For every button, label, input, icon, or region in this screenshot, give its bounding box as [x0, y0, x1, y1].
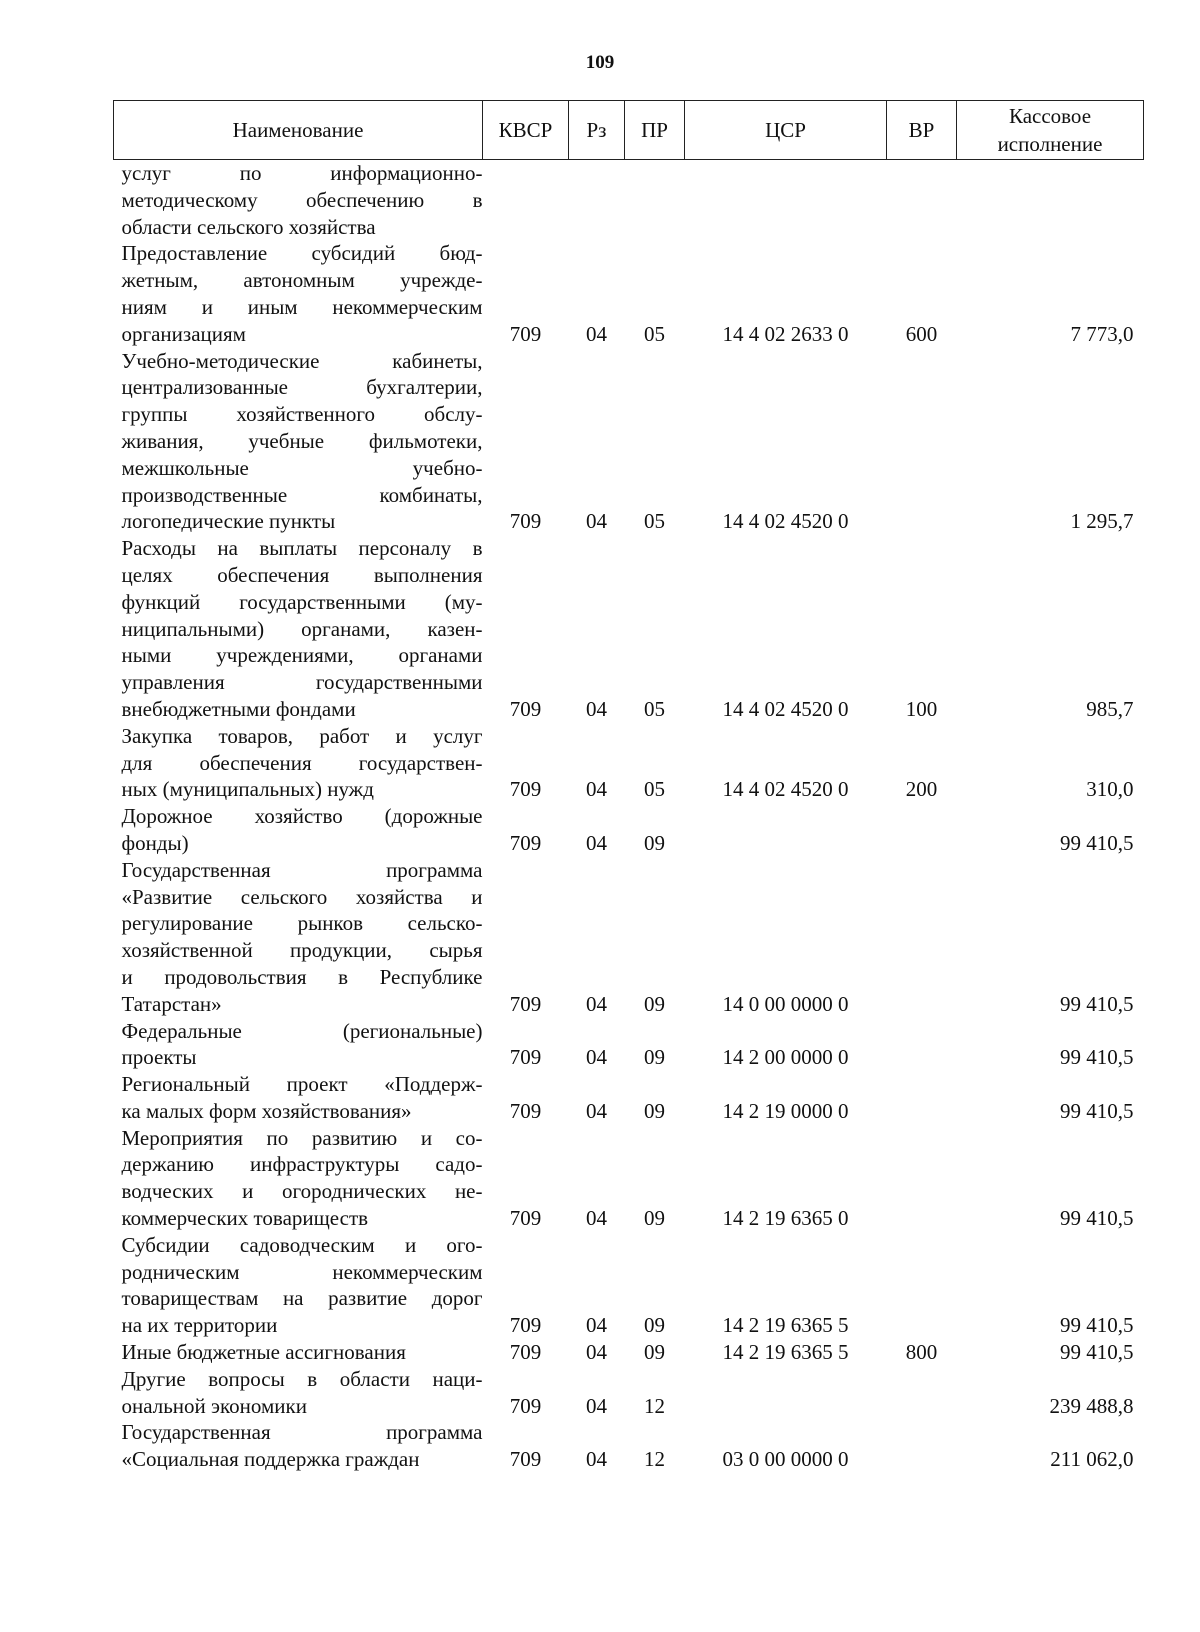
cell-name-line: производственные комбинаты, — [121, 482, 483, 507]
cell-rz: 04 — [586, 1098, 607, 1123]
cell-name — [114, 1339, 483, 1366]
cell-pr: 05 — [644, 509, 665, 534]
cell-sum: 985,7 — [1086, 696, 1134, 721]
cell-vr — [887, 1125, 957, 1232]
cell-rz: 04 — [586, 991, 607, 1016]
table-body — [114, 160, 1144, 1474]
cell-pr: 12 — [644, 1447, 665, 1472]
cell-name-line: целях обеспечения выполнения — [121, 562, 483, 587]
cell-name-line: «Развитие сельского хозяйства и — [121, 884, 483, 909]
cell-kvsr: 709 — [509, 830, 542, 855]
cell-name-line: на их территории — [121, 1313, 278, 1338]
cell-csr: 14 2 19 6365 5 — [722, 1340, 849, 1365]
cell-csr: 14 4 02 4520 0 — [722, 509, 849, 534]
cell-name-line: функций государственными (му- — [121, 589, 483, 614]
cell-rz: 04 — [586, 1206, 607, 1231]
cell-sum: 99 410,5 — [1060, 1098, 1134, 1123]
cell-name-line: ниям и иным некоммерческим — [121, 294, 483, 319]
cell-kvsr: 709 — [509, 509, 542, 534]
cell-csr: 03 0 00 0000 0 — [722, 1447, 849, 1472]
cell-vr — [887, 348, 957, 536]
cell-name-line: Предоставление субсидий бюд- — [121, 241, 483, 266]
cell-kvsr: 709 — [509, 321, 542, 346]
cell-name-line: регулирование рынков сельско- — [121, 911, 483, 936]
cell-pr: 09 — [644, 1313, 665, 1338]
cell-name-line: межшкольные учебно- — [121, 455, 483, 480]
cell-name-line: внебюджетными фондами — [121, 696, 356, 721]
cell-name-line: хозяйственной продукции, сырья — [121, 938, 483, 963]
cell-name — [114, 1125, 483, 1232]
cell-name-line: родническим некоммерческим — [121, 1259, 483, 1284]
cell-name — [114, 348, 483, 536]
table-row — [114, 803, 1144, 857]
page-number: 109 — [585, 52, 615, 73]
cell-vr — [887, 1018, 957, 1072]
cell-csr — [685, 803, 887, 857]
cell-rz: 04 — [586, 696, 607, 721]
cell-name-line: «Социальная поддержка граждан — [121, 1447, 420, 1472]
cell-name-line: логопедические пункты — [121, 509, 336, 534]
table-row — [114, 348, 1144, 536]
table-row — [114, 723, 1144, 803]
cell-name — [114, 240, 483, 347]
cell-rz: 04 — [586, 1340, 607, 1365]
cell-name — [114, 1419, 483, 1473]
cell-csr: 14 0 00 0000 0 — [722, 991, 849, 1016]
header-sum — [957, 101, 1144, 160]
cell-name-line: и продовольствия в Республике — [121, 964, 483, 989]
cell-vr — [887, 857, 957, 1018]
cell-name — [114, 1232, 483, 1339]
cell-sum: 239 488,8 — [1049, 1393, 1134, 1418]
cell-name-line: ниципальными) органами, казен- — [121, 616, 483, 641]
cell-sum: 310,0 — [1086, 777, 1134, 802]
header-rz: Рз — [569, 101, 625, 160]
table-row — [114, 160, 1144, 241]
cell-sum: 99 410,5 — [1060, 1340, 1134, 1365]
cell-name-line: товариществам на развитие дорог — [121, 1286, 483, 1311]
cell-csr: 14 4 02 2633 0 — [722, 321, 849, 346]
cell-vr — [887, 1366, 957, 1420]
cell-vr — [887, 1232, 957, 1339]
table-row — [114, 1232, 1144, 1339]
cell-rz: 04 — [586, 830, 607, 855]
cell-kvsr: 709 — [509, 1098, 542, 1123]
cell-name-line: жетным, автономным учрежде- — [121, 268, 483, 293]
cell-name-line: Государственная программа — [121, 1420, 483, 1445]
cell-vr: 600 — [905, 321, 938, 346]
cell-vr — [887, 160, 957, 241]
cell-rz: 04 — [586, 1447, 607, 1472]
cell-name-line: Мероприятия по развитию и со- — [121, 1125, 483, 1150]
cell-vr — [887, 1071, 957, 1125]
cell-name-line: Другие вопросы в области нaци- — [121, 1366, 483, 1391]
header-sum-line1: Кассовое — [1008, 104, 1092, 128]
cell-kvsr — [483, 160, 569, 241]
table-header — [114, 101, 1144, 160]
cell-name-line: ональной экономики — [121, 1393, 307, 1418]
cell-name-line: управления государственными — [121, 670, 483, 695]
cell-name — [114, 1366, 483, 1420]
cell-name-line: Федеральные (региональные) — [121, 1018, 483, 1043]
cell-vr — [887, 1419, 957, 1473]
cell-vr: 200 — [905, 777, 938, 802]
table-row — [114, 1018, 1144, 1072]
cell-rz: 04 — [586, 321, 607, 346]
cell-name-line: ными учреждениями, органами — [121, 643, 483, 668]
table-row — [114, 1419, 1144, 1473]
table-row — [114, 857, 1144, 1018]
cell-vr — [887, 803, 957, 857]
cell-name-line: ка малых форм хозяйствования» — [121, 1098, 412, 1123]
cell-pr: 09 — [644, 1340, 665, 1365]
cell-name-line: фонды) — [121, 830, 189, 855]
cell-sum: 99 410,5 — [1060, 991, 1134, 1016]
cell-name-line: коммерческих товариществ — [121, 1206, 369, 1231]
cell-vr: 100 — [905, 696, 938, 721]
cell-name-line: Расходы на выплаты персоналу в — [121, 536, 483, 561]
cell-csr: 14 2 00 0000 0 — [722, 1045, 849, 1070]
cell-name-line: Региональный проект «Поддерж- — [121, 1072, 483, 1097]
cell-pr: 09 — [644, 1045, 665, 1070]
cell-name-line: Учебно-методические кабинеты, — [121, 348, 483, 373]
header-vr: ВР — [887, 101, 957, 160]
cell-kvsr: 709 — [509, 1313, 542, 1338]
cell-csr: 14 2 19 0000 0 — [722, 1098, 849, 1123]
header-kvsr: КВСР — [483, 101, 569, 160]
cell-rz: 04 — [586, 777, 607, 802]
cell-name-line: для обеспечения государствен- — [121, 750, 483, 775]
cell-name — [114, 160, 483, 241]
table-row — [114, 240, 1144, 347]
table-row — [114, 1339, 1144, 1366]
cell-name-line: проекты — [121, 1045, 197, 1070]
table-row — [114, 1366, 1144, 1420]
cell-name-line: группы хозяйственного обслу- — [121, 402, 483, 427]
cell-name-line: Иные бюджетные ассигнования — [121, 1340, 406, 1365]
table-row — [114, 535, 1144, 723]
cell-name-line: организациям — [121, 321, 246, 346]
budget-execution-table — [113, 100, 1144, 1473]
cell-sum — [957, 160, 1144, 241]
cell-pr: 05 — [644, 696, 665, 721]
cell-name-line: Государственная программа — [121, 857, 483, 882]
cell-name-line: Татарстан» — [121, 991, 222, 1016]
cell-kvsr: 709 — [509, 1045, 542, 1070]
header-name: Наименование — [114, 101, 483, 160]
cell-name — [114, 1018, 483, 1072]
cell-sum: 7 773,0 — [1070, 321, 1134, 346]
table-row — [114, 1071, 1144, 1125]
cell-rz — [569, 160, 625, 241]
cell-name-line: водческих и огороднических не- — [121, 1179, 483, 1204]
cell-kvsr: 709 — [509, 1206, 542, 1231]
cell-kvsr: 709 — [509, 991, 542, 1016]
cell-csr: 14 4 02 4520 0 — [722, 777, 849, 802]
cell-csr: 14 2 19 6365 5 — [722, 1313, 849, 1338]
cell-sum: 211 062,0 — [1050, 1447, 1134, 1472]
cell-name-line: области сельского хозяйства — [121, 214, 376, 239]
header-csr: ЦСР — [685, 101, 887, 160]
cell-name-line: ных (муниципальных) нужд — [121, 777, 374, 802]
cell-name — [114, 723, 483, 803]
header-sum-line2: исполнение — [997, 132, 1103, 156]
cell-vr: 800 — [905, 1340, 938, 1365]
cell-pr: 05 — [644, 777, 665, 802]
cell-name — [114, 535, 483, 723]
cell-pr: 09 — [644, 1206, 665, 1231]
cell-kvsr: 709 — [509, 696, 542, 721]
cell-pr: 09 — [644, 991, 665, 1016]
cell-sum: 99 410,5 — [1060, 830, 1134, 855]
cell-pr: 09 — [644, 830, 665, 855]
cell-name — [114, 1071, 483, 1125]
cell-sum: 99 410,5 — [1060, 1313, 1134, 1338]
cell-pr — [625, 160, 685, 241]
cell-name-line: живания, учебные фильмотеки, — [121, 428, 483, 453]
table-row — [114, 1125, 1144, 1232]
cell-sum: 99 410,5 — [1060, 1045, 1134, 1070]
cell-name-line: Дорожное хозяйство (дорожные — [121, 804, 483, 829]
cell-kvsr: 709 — [509, 777, 542, 802]
cell-kvsr: 709 — [509, 1393, 542, 1418]
cell-name — [114, 803, 483, 857]
cell-kvsr: 709 — [509, 1340, 542, 1365]
cell-csr — [685, 160, 887, 241]
cell-pr: 09 — [644, 1098, 665, 1123]
cell-rz: 04 — [586, 509, 607, 534]
cell-name — [114, 857, 483, 1018]
cell-sum: 1 295,7 — [1070, 509, 1134, 534]
cell-sum: 99 410,5 — [1060, 1206, 1134, 1231]
cell-pr: 12 — [644, 1393, 665, 1418]
cell-name-line: держанию инфраструктуры садо- — [121, 1152, 483, 1177]
cell-csr: 14 2 19 6365 0 — [722, 1206, 849, 1231]
cell-pr: 05 — [644, 321, 665, 346]
cell-name-line: услуг по информационно- — [121, 161, 483, 185]
cell-rz: 04 — [586, 1313, 607, 1338]
cell-csr — [685, 1366, 887, 1420]
cell-rz: 04 — [586, 1045, 607, 1070]
cell-kvsr: 709 — [509, 1447, 542, 1472]
cell-rz: 04 — [586, 1393, 607, 1418]
header-pr: ПР — [625, 101, 685, 160]
cell-csr: 14 4 02 4520 0 — [722, 696, 849, 721]
cell-name-line: Субсидии садоводческим и ого- — [121, 1232, 483, 1257]
cell-name-line: методическому обеспечению в — [121, 187, 483, 212]
cell-name-line: централизованные бухгалтерии, — [121, 375, 483, 400]
cell-name-line: Закупка товаров, работ и услуг — [121, 723, 483, 748]
